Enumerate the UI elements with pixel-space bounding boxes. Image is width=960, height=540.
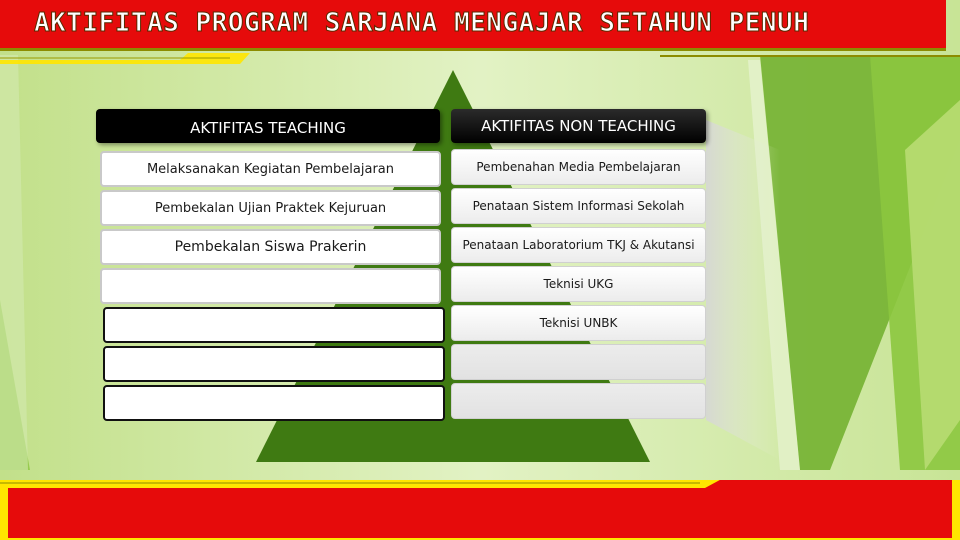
non-teaching-item: Pembenahan Media Pembelajaran [451, 149, 706, 185]
bottom-decorative-bar [0, 480, 960, 540]
teaching-item: Melaksanakan Kegiatan Pembelajaran [100, 151, 441, 187]
non-teaching-item: Penataan Sistem Informasi Sekolah [451, 188, 706, 224]
teaching-item: Pembekalan Siswa Prakerin [100, 229, 441, 265]
title-bar [0, 0, 946, 51]
teaching-item [103, 346, 445, 382]
non-teaching-header: AKTIFITAS NON TEACHING [451, 109, 706, 143]
non-teaching-item [451, 344, 706, 380]
non-teaching-item: Penataan Laboratorium TKJ & Akutansi [451, 227, 706, 263]
teaching-item [103, 385, 445, 421]
non-teaching-item: Teknisi UNBK [451, 305, 706, 341]
teaching-item: Pembekalan Ujian Praktek Kejuruan [100, 190, 441, 226]
teaching-item [100, 268, 441, 304]
teaching-header: AKTIFITAS TEACHING [96, 109, 440, 143]
slide-title: AKTIFITAS PROGRAM SARJANA MENGAJAR SETAHUN PENUH [34, 8, 810, 38]
non-teaching-item: Teknisi UKG [451, 266, 706, 302]
teaching-item [103, 307, 445, 343]
non-teaching-item [451, 383, 706, 419]
